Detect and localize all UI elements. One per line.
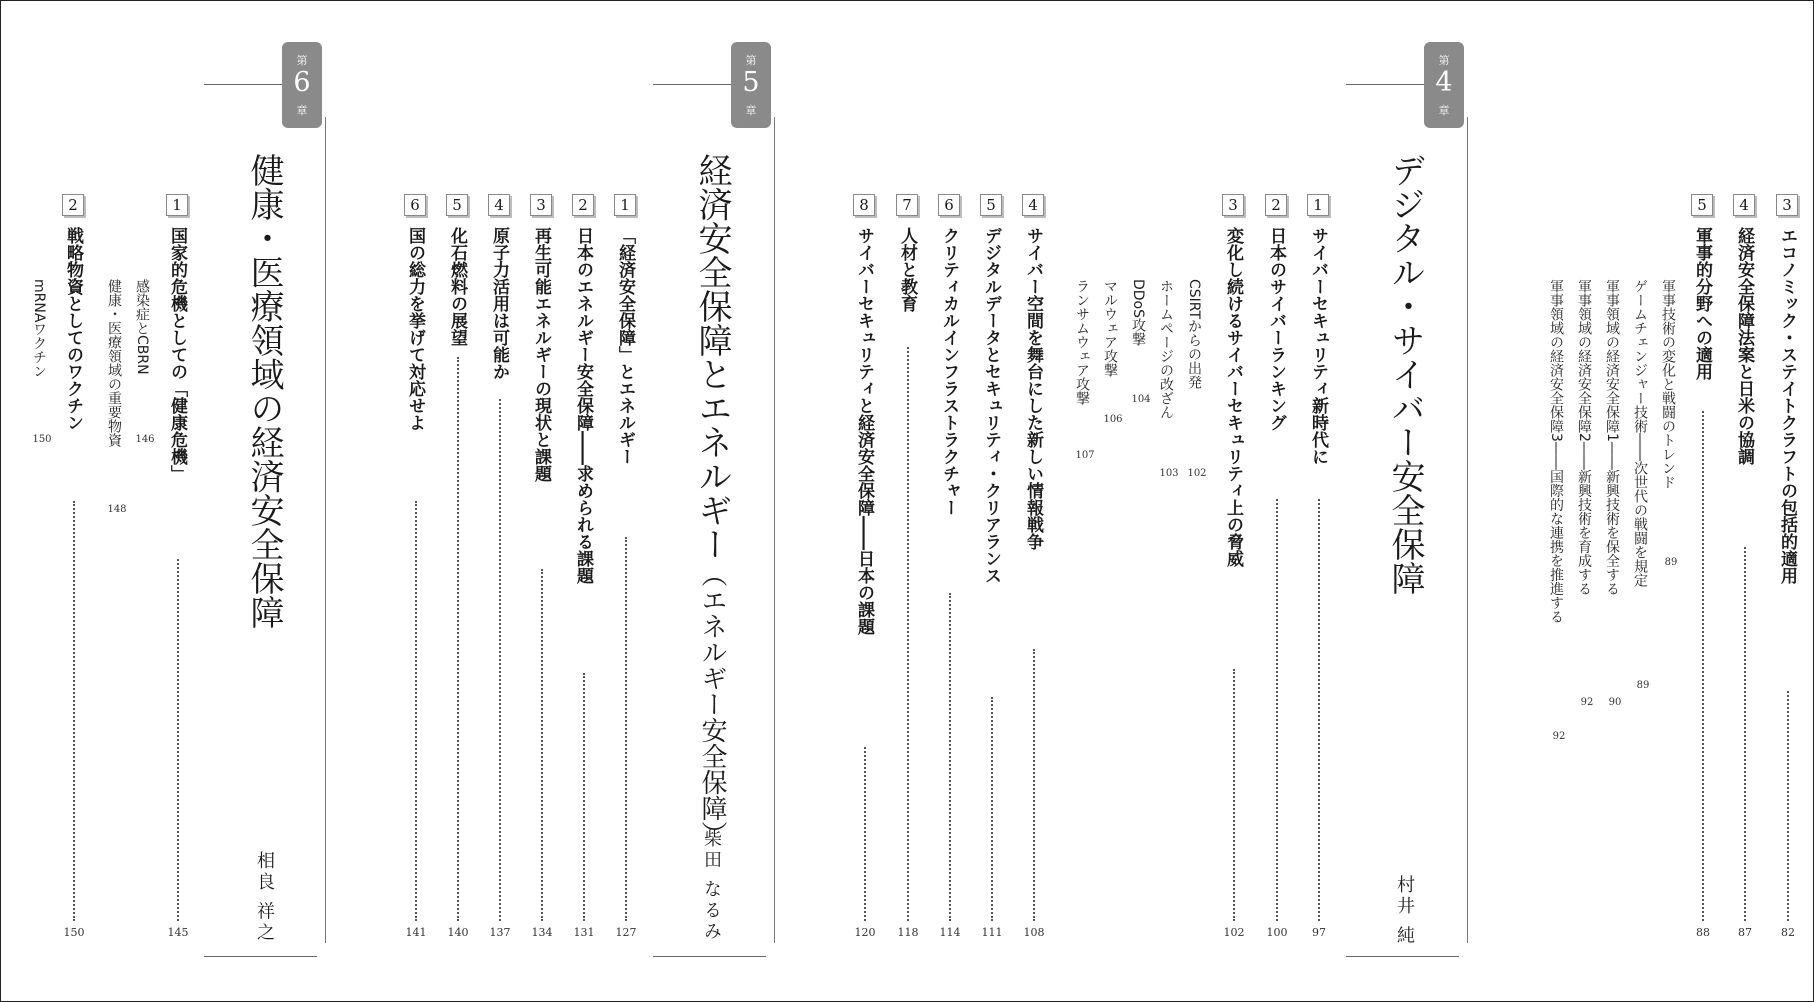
section-title[interactable]: 軍事的分野への適用 [1692, 227, 1712, 380]
badge-suffix: 章 [296, 104, 308, 117]
leader-dots [541, 569, 543, 921]
leader-dots [1744, 547, 1746, 921]
page-number: 102 [1223, 926, 1245, 939]
section-number: 3 [530, 194, 552, 216]
badge-suffix: 章 [1438, 104, 1450, 117]
leader-dots [73, 501, 75, 921]
leader-dots [415, 501, 417, 921]
section-title[interactable]: 再生可能エネルギーの現状と課題 [531, 227, 551, 482]
subsection-page: 104 [1131, 394, 1151, 405]
chapter-badge [282, 42, 322, 128]
subsection-page: 92 [1552, 731, 1566, 742]
chapter-rule [653, 84, 731, 85]
leader-dots [583, 673, 585, 921]
page-number: 97 [1312, 926, 1326, 939]
subsection-title[interactable]: ゲームチェンジャー技術――次世代の戦闘を規定 [1632, 279, 1648, 587]
section-title[interactable]: デジタルデータとセキュリティ・クリアランス [981, 227, 1001, 584]
leader-dots [991, 697, 993, 921]
section-number: 8 [853, 194, 875, 216]
leader-dots [1787, 691, 1789, 921]
page-number: 118 [897, 926, 919, 939]
page-number: 150 [63, 926, 85, 939]
chapter-title[interactable]: デジタル・サイバー安全保障 [1385, 153, 1425, 595]
page-number: 137 [489, 926, 511, 939]
section-number: 3 [1222, 194, 1244, 216]
section-title[interactable]: 国の総力を挙げて対応せよ [405, 227, 425, 431]
chapter-rule [204, 84, 282, 85]
chapter-rule [1346, 84, 1424, 85]
page-number: 114 [939, 926, 961, 939]
leader-dots [864, 747, 866, 921]
section-number: 5 [1691, 194, 1713, 216]
chapter-bottom-rule [653, 956, 766, 957]
page-number: 145 [167, 926, 189, 939]
section-title[interactable]: 戦略物資としてのワクチン [63, 227, 83, 431]
subsection-page: 92 [1580, 697, 1594, 708]
page-number: 131 [573, 926, 595, 939]
leader-dots [907, 347, 909, 921]
leader-dots [177, 559, 179, 921]
section-title[interactable]: 変化し続けるサイバーセキュリティ上の脅威 [1223, 227, 1243, 567]
subsection-page: 102 [1187, 468, 1207, 479]
chapter-title[interactable] [692, 153, 732, 847]
subsection-page: 106 [1103, 414, 1123, 425]
section-number: 7 [896, 194, 918, 216]
chapter-author: 村井 純 [1394, 875, 1415, 947]
chapter-author: 相良 祥之 [254, 851, 275, 944]
subsection-title[interactable]: DDoS攻撃 [1130, 279, 1146, 347]
chapter-badge [1424, 42, 1464, 128]
subsection-title[interactable]: 健康・医療領域の重要物資 [106, 279, 122, 447]
section-number: 4 [1733, 194, 1755, 216]
chapter-badge [731, 42, 771, 128]
section-number: 6 [404, 194, 426, 216]
subsection-page: 89 [1664, 557, 1678, 568]
subsection-page: 90 [1608, 697, 1622, 708]
badge-number: 5 [742, 67, 760, 98]
leader-dots [1233, 669, 1235, 921]
page-number: 134 [531, 926, 553, 939]
subsection-title[interactable]: CSIRTからの出発 [1186, 279, 1202, 390]
subsection-title[interactable]: ホームページの改ざん [1158, 279, 1174, 419]
page-number: 140 [447, 926, 469, 939]
subsection-page: 107 [1075, 450, 1095, 461]
badge-number: 6 [293, 67, 311, 98]
section-number: 5 [446, 194, 468, 216]
subsection-title[interactable]: 軍事領域の経済安全保障2――新興技術を育成する [1576, 279, 1592, 596]
subsection-title[interactable]: 軍事技術の変化と戦闘のトレンド [1660, 279, 1676, 489]
chapter-title-paren: （エネルギー安全保障） [697, 561, 727, 847]
subsection-title[interactable]: 軍事領域の経済安全保障1――新興技術を保全する [1604, 279, 1620, 596]
subsection-page: 148 [107, 504, 127, 515]
section-title[interactable]: 化石燃料の展望 [447, 227, 467, 346]
section-number: 5 [980, 194, 1002, 216]
section-number: 1 [614, 194, 636, 216]
subsection-page: 146 [135, 434, 155, 445]
section-title[interactable]: サイバーセキュリティと経済安全保障――日本の課題 [854, 227, 874, 635]
section-number: 1 [1307, 194, 1329, 216]
section-title[interactable]: 日本のサイバーランキング [1266, 227, 1286, 431]
badge-prefix: 第 [1438, 54, 1450, 67]
leader-dots [1702, 411, 1704, 921]
page-number: 120 [854, 926, 876, 939]
chapter-border [325, 117, 326, 943]
page-number: 141 [405, 926, 427, 939]
section-number: 2 [62, 194, 84, 216]
chapter-border [1467, 117, 1468, 943]
page-number: 108 [1023, 926, 1045, 939]
subsection-page: 150 [32, 434, 52, 445]
subsection-title[interactable]: mRNAワクチン [31, 279, 47, 379]
section-number: 2 [1265, 194, 1287, 216]
section-title[interactable]: 国家的危機としての「健康危機」 [167, 227, 187, 482]
section-title[interactable]: サイバー空間を舞台にした新しい情報戦争 [1023, 227, 1043, 550]
leader-dots [499, 399, 501, 921]
section-title[interactable]: 「経済安全保障」とエネルギー [615, 227, 635, 465]
chapter-title[interactable]: 健康・医療領域の経済安全保障 [244, 153, 284, 629]
page-number: 100 [1266, 926, 1288, 939]
section-title[interactable]: 人材と教育 [897, 227, 917, 312]
leader-dots [949, 593, 951, 921]
badge-suffix: 章 [745, 104, 757, 117]
subsection-page: 89 [1636, 680, 1650, 691]
leader-dots [457, 357, 459, 921]
page-number: 88 [1696, 926, 1710, 939]
subsection-title[interactable]: 軍事領域の経済安全保障3――国際的な連携を推進する [1548, 279, 1564, 624]
page-number: 82 [1781, 926, 1795, 939]
section-title[interactable]: クリティカルインフラストラクチャー [939, 227, 959, 516]
section-number: 4 [488, 194, 510, 216]
page-number: 87 [1738, 926, 1752, 939]
subsection-title[interactable]: 感染症とCBRN [134, 279, 150, 375]
badge-prefix: 第 [745, 54, 757, 67]
leader-dots [625, 537, 627, 921]
section-number: 4 [1022, 194, 1044, 216]
section-number: 6 [938, 194, 960, 216]
chapter-author: 柴田 なるみ [701, 829, 722, 943]
section-title[interactable]: 経済安全保障法案と日米の協調 [1734, 227, 1754, 465]
leader-dots [1318, 499, 1320, 921]
badge-number: 4 [1435, 67, 1453, 98]
section-title[interactable]: 日本のエネルギー安全保障――求められる課題 [573, 227, 593, 584]
leader-dots [1276, 499, 1278, 921]
chapter-title-main: 経済安全保障とエネルギー [692, 153, 732, 561]
section-number: 2 [572, 194, 594, 216]
leader-dots [1033, 649, 1035, 921]
subsection-page: 103 [1159, 468, 1179, 479]
subsection-title[interactable]: マルウェア攻撃 [1102, 279, 1118, 377]
section-title[interactable]: サイバーセキュリティ新時代に [1308, 227, 1328, 465]
section-number: 1 [166, 194, 188, 216]
page-number: 127 [615, 926, 637, 939]
chapter-border [774, 117, 775, 943]
chapter-bottom-rule [1346, 956, 1459, 957]
badge-prefix: 第 [296, 54, 308, 67]
chapter-bottom-rule [204, 956, 317, 957]
subsection-title[interactable]: ランサムウェア攻撃 [1074, 279, 1090, 405]
section-title[interactable]: エコノミック・ステイトクラフトの包括的適用 [1777, 227, 1797, 584]
section-title[interactable]: 原子力活用は可能か [489, 227, 509, 380]
section-number: 3 [1776, 194, 1798, 216]
page-number: 111 [981, 926, 1003, 939]
